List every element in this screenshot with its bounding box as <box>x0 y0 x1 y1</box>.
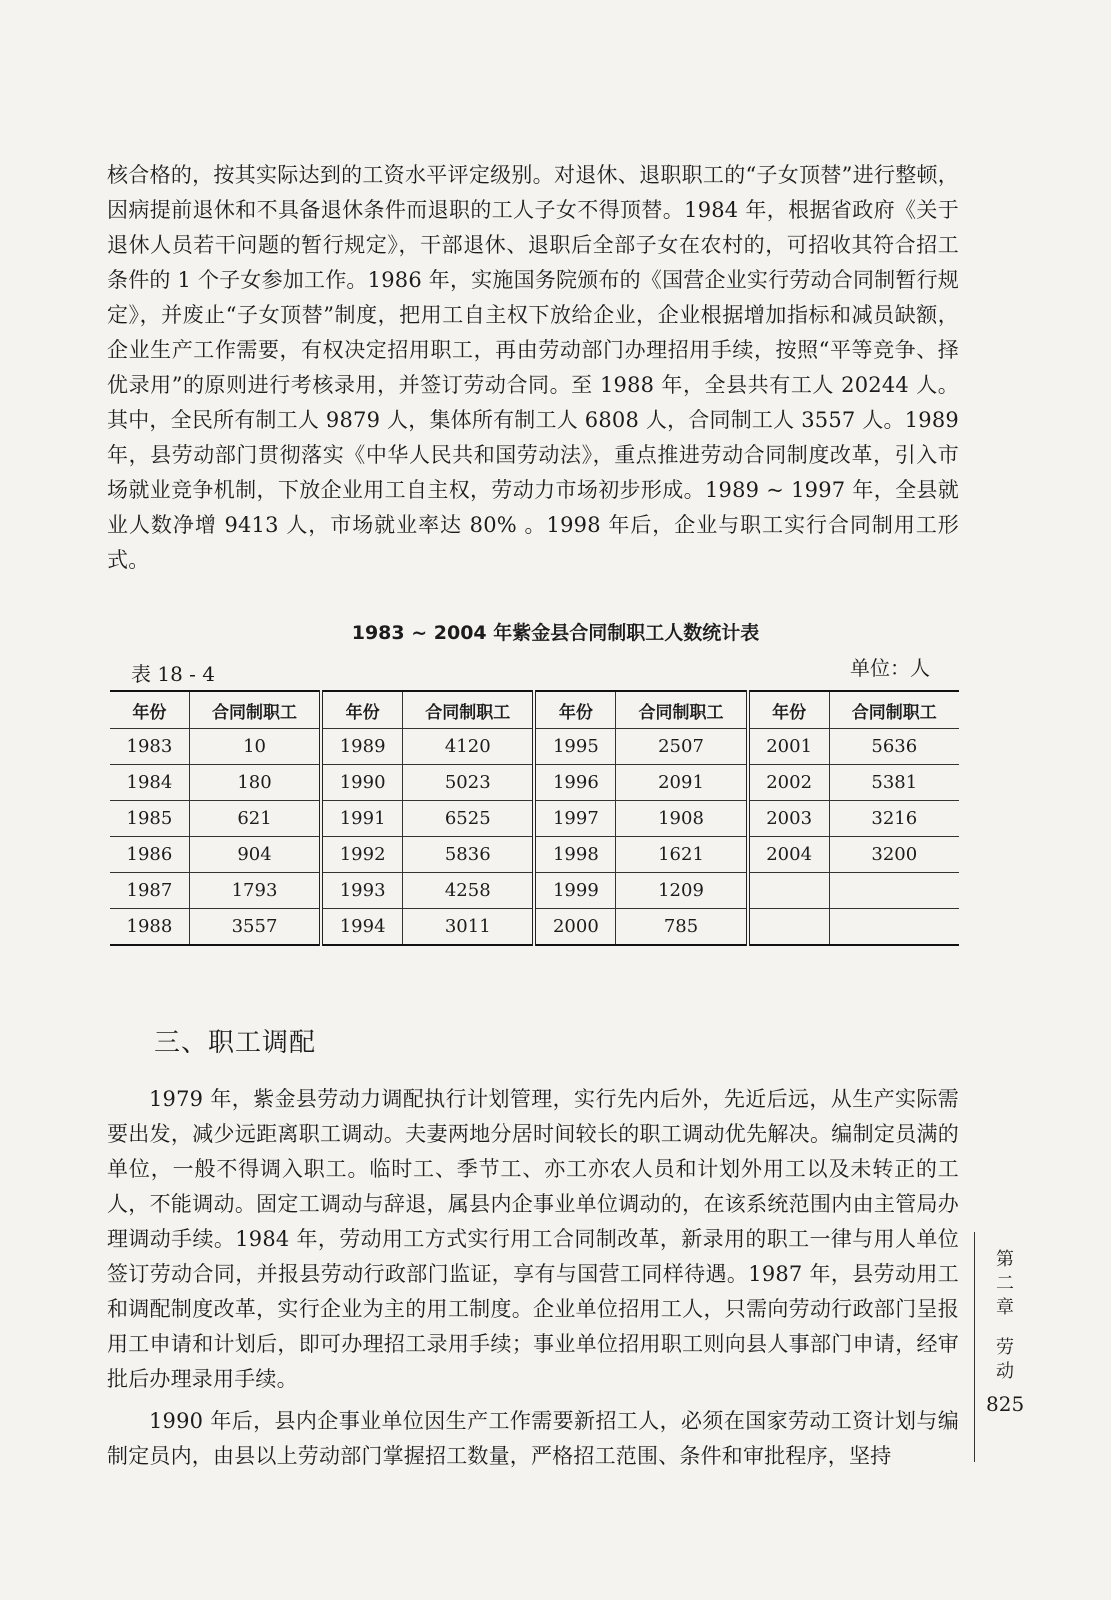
cell-value: 4258 <box>403 873 535 909</box>
cell-value: 1621 <box>616 837 748 873</box>
cell-value: 5381 <box>829 765 959 801</box>
table-row <box>110 909 959 946</box>
cell-year <box>748 909 829 946</box>
cell-value: 5636 <box>829 729 959 765</box>
cell-value: 3216 <box>829 801 959 837</box>
body-paragraph: 1979 年，紫金县劳动力调配执行计划管理，实行先内后外，先近后远，从生产实际需要出发，减少远距离职工调动。夫妻两地分居时间较长的职工调动优先解决。编制定员满的单位，一般不得调入职工。临时工、季节工、亦工亦农人员和计划外用工以及未转正的工人，不能调动。固定工调动与辞退，属县内企事业单位调动的，在该系统范围内由主管局办理调动手续。1984 年，劳动用工方式实行用工合同制改革，新录用的职工一律与用人单位签订劳动合同，并报县劳动行政部门监证，享有与国营工同样待遇。1987 年，县劳动用工和调配制度改革，实行企业为主的用工制度。企业单位招用工人，只需向劳动行政部门呈报用工申请和计划后，即可办理招工录用手续；事业单位招用职工则向县人事部门申请，经审批后办理录用手续。 <box>107 1087 959 1391</box>
body-paragraph: 核合格的，按其实际达到的工资水平评定级别。对退休、退职职工的“子女顶替”进行整顿，因病提前退休和不具备退休条件而退职的工人子女不得顶替。1984 年，根据省政府《关于退休人员若干问题的暂行规定》，干部退休、退职后全部子女在农村的，可招收其符合招工条件的 1 个子女参加工作。1986 年，实施国务院颁布的《国营企业实行劳动合同制暂行规定》，并废止“子女顶替”制度，把用工自主权下放给企业，企业根据增加指标和减员缺额，企业生产工作需要，有权决定招用职工，再由劳动部门办理招用手续，按照“平等竞争、择优录用”的原则进行考核录用，并签订劳动合同。至 1988 年，全县共有工人 20244 人。其中，全民所有制工人 9879 人，集体所有制工人 6808 人，合同制工人 3557 人。1989 年，县劳动部门贯彻落实《中华人民共和国劳动法》，重点推进劳动合同制度改革，引入市场就业竞争机制，下放企业用工自主权，劳动力市场初步形成。1989 ~ 1997 年，全县就业人数净增 9413 人，市场就业率达 80% 。1998 年后，企业与职工实行合同制用工形式。 <box>107 163 959 572</box>
cell-year: 1998 <box>534 837 615 873</box>
margin-divider <box>974 1232 975 1462</box>
section-heading: 三、职工调配 <box>154 1028 317 1058</box>
header-year: 年份 <box>110 691 189 729</box>
cell-value: 2091 <box>616 765 748 801</box>
page-number: 825 <box>986 1392 1025 1416</box>
table-unit: 单位：人 <box>850 656 930 680</box>
header-year: 年份 <box>534 691 615 729</box>
cell-value: 2507 <box>616 729 748 765</box>
cell-year: 2001 <box>748 729 829 765</box>
cell-year: 1986 <box>110 837 189 873</box>
header-year: 年份 <box>321 691 402 729</box>
cell-value <box>829 909 959 946</box>
table-row <box>110 873 959 909</box>
cell-value: 1209 <box>616 873 748 909</box>
cell-year: 1993 <box>321 873 402 909</box>
chapter-title: 劳动 <box>996 1337 1014 1382</box>
cell-value: 5836 <box>403 837 535 873</box>
cell-year: 1992 <box>321 837 402 873</box>
cell-value: 5023 <box>403 765 535 801</box>
cell-value: 3011 <box>403 909 535 946</box>
table-title: 1983 ~ 2004 年紫金县合同制职工人数统计表 <box>351 622 760 644</box>
cell-value: 6525 <box>403 801 535 837</box>
cell-year: 1989 <box>321 729 402 765</box>
cell-year: 2000 <box>534 909 615 946</box>
cell-value: 1793 <box>189 873 321 909</box>
table-row <box>110 801 959 837</box>
cell-year: 2002 <box>748 765 829 801</box>
cell-value: 180 <box>189 765 321 801</box>
header-year: 年份 <box>748 691 829 729</box>
cell-year: 1995 <box>534 729 615 765</box>
header-contract-workers: 合同制职工 <box>829 691 959 729</box>
cell-value: 4120 <box>403 729 535 765</box>
header-contract-workers: 合同制职工 <box>189 691 321 729</box>
table-row <box>110 765 959 801</box>
cell-value: 785 <box>616 909 748 946</box>
chapter-label: 第二章 <box>996 1249 1014 1318</box>
contract-workers-table <box>110 690 959 946</box>
table-header-row <box>110 691 959 729</box>
cell-year: 1997 <box>534 801 615 837</box>
cell-value: 3200 <box>829 837 959 873</box>
cell-year: 1990 <box>321 765 402 801</box>
cell-year: 1991 <box>321 801 402 837</box>
cell-year: 1985 <box>110 801 189 837</box>
cell-value: 10 <box>189 729 321 765</box>
cell-value <box>829 873 959 909</box>
cell-year: 2004 <box>748 837 829 873</box>
cell-value: 904 <box>189 837 321 873</box>
body-paragraph: 1990 年后，县内企事业单位因生产工作需要新招工人，必须在国家劳动工资计划与编制定员内，由县以上劳动部门掌握招工数量，严格招工范围、条件和审批程序，坚持 <box>107 1409 959 1468</box>
header-contract-workers: 合同制职工 <box>403 691 535 729</box>
table-row <box>110 837 959 873</box>
table-label: 表 18 - 4 <box>131 662 216 686</box>
cell-year: 1987 <box>110 873 189 909</box>
cell-year: 1994 <box>321 909 402 946</box>
table-row <box>110 729 959 765</box>
cell-value: 3557 <box>189 909 321 946</box>
cell-value: 621 <box>189 801 321 837</box>
header-contract-workers: 合同制职工 <box>616 691 748 729</box>
cell-year <box>748 873 829 909</box>
cell-year: 1996 <box>534 765 615 801</box>
cell-year: 1984 <box>110 765 189 801</box>
cell-year: 1983 <box>110 729 189 765</box>
cell-year: 2003 <box>748 801 829 837</box>
cell-value: 1908 <box>616 801 748 837</box>
cell-year: 1999 <box>534 873 615 909</box>
cell-year: 1988 <box>110 909 189 946</box>
